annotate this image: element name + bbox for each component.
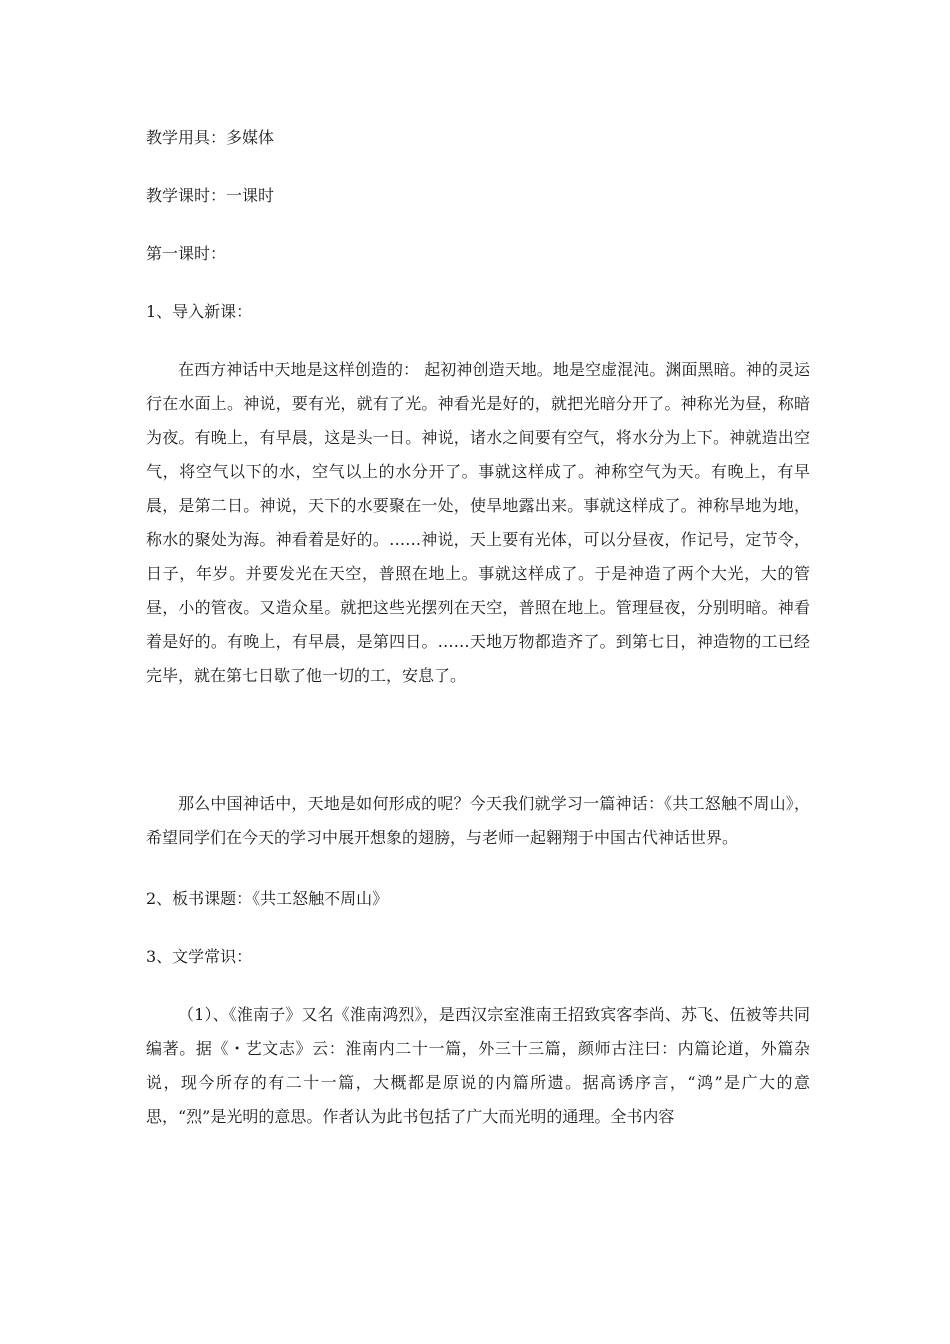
huainanzi-text: （1）、《淮南子》又名《淮南鸿烈》，是西汉宗室淮南王招致宾客李尚、苏飞、伍被等共同编著。据《・艺文志》云：淮南内二十一篇，外三十三篇，颜师古注曰：内篇论道，外篇杂说，现今所存的有二十一篇，大概都是原说的内篇所遗。据高诱序言，“鸿”是广大的意思，“烈”是光明的意思。作者认为此书包括了广大而光明的通理。全书内容 [146,1005,810,1126]
teaching-period-line: 教学课时：一课时 [146,186,275,205]
western-myth-paragraph [146,353,810,693]
huainanzi-paragraph [146,998,810,1134]
step-1-heading: 1、导入新课： [146,302,253,321]
step-3-heading: 3、文学常识： [146,947,253,966]
teaching-tools-line: 教学用具：多媒体 [146,128,275,147]
step-2-heading: 2、板书课题：《共工怒触不周山》 [146,889,389,908]
first-lesson-heading: 第一课时： [146,244,227,263]
chinese-myth-paragraph [146,787,810,855]
western-myth-text: 在西方神话中天地是这样创造的： 起初神创造天地。地是空虚混沌。渊面黑暗。神的灵运行在水面上。神说，要有光，就有了光。神看光是好的，就把光暗分开了。神称光为昼，称暗为夜。有晚上，有早晨，这是头一日。神说，诸水之间要有空气，将水分为上下。神就造出空气，将空气以下的水，空气以上的水分开了。事就这样成了。神称空气为天。有晚上，有早晨，是第二日。神说，天下的水要聚在一处，使旱地露出来。事就这样成了。神称旱地为地，称水的聚处为海。神看着是好的。……神说，天上要有光体，可以分昼夜，作记号，定节令，日子，年岁。并要发光在天空，普照在地上。事就这样成了。于是神造了两个大光，大的管昼，小的管夜。又造众星。就把这些光摆列在天空，普照在地上。管理昼夜，分别明暗。神看着是好的。有晚上，有早晨，是第四日。……天地万物都造齐了。到第七日，神造物的工已经完毕，就在第七日歇了他一切的工，安息了。 [146,360,810,685]
chinese-myth-text: 那么中国神话中，天地是如何形成的呢？今天我们就学习一篇神话：《共工怒触不周山》，希望同学们在今天的学习中展开想象的翅膀，与老师一起翱翔于中国古代神话世界。 [146,794,810,847]
